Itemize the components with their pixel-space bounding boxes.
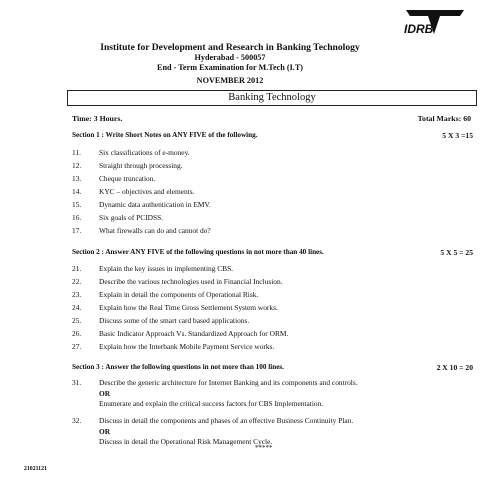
question-text: Dynamic data authentication in EMV.	[99, 200, 211, 209]
section-3-marks: 2 X 10 = 20	[436, 363, 473, 372]
question-number: 17.	[72, 226, 82, 235]
section-1-marks: 5 X 3 =15	[442, 131, 473, 140]
idrbt-logo	[400, 6, 466, 36]
question-alt-text: Discuss in detail the Operational Risk Management Cycle.	[99, 437, 273, 446]
exam-title: End - Term Examination for M.Tech (I.T)	[156, 63, 304, 72]
question-text: Straight through processing.	[99, 161, 183, 170]
question-text: Explain how the Real Time Gross Settlement System works.	[99, 303, 278, 312]
question-number: 11.	[72, 148, 81, 157]
total-marks: Total Marks: 60	[417, 114, 471, 123]
question-text: KYC – objectives and elements.	[99, 187, 195, 196]
question-item	[72, 303, 477, 314]
section-2-marks: 5 X 5 = 25	[440, 248, 473, 257]
question-item	[72, 290, 477, 301]
question-alt-text: Enumerate and explain the critical success factors for CBS Implementation.	[99, 399, 324, 408]
question-text: What firewalls can do and cannot do?	[99, 226, 211, 235]
question-item	[72, 148, 477, 159]
question-text: Explain how the Interbank Mobile Payment Service works.	[99, 342, 275, 351]
paper-code: 21021121	[24, 466, 47, 472]
question-item	[72, 329, 477, 340]
question-number: 31.	[72, 378, 82, 387]
exam-date: NOVEMBER 2012	[196, 76, 264, 85]
section-2-title: Section 2 : Answer ANY FIVE of the following questions in not more than 40 lines.	[72, 248, 324, 256]
question-number: 32.	[72, 416, 82, 425]
institute-city: Hyderabad - 500057	[194, 53, 266, 62]
section-3-title: Section 3 : Answer the following questions in not more than 100 lines.	[72, 363, 284, 371]
question-text: Describe the generic architecture for Internet Banking and its components and controls.	[99, 378, 358, 387]
question-item	[72, 342, 477, 353]
question-item	[72, 277, 477, 288]
question-item	[72, 161, 477, 172]
or-label: OR	[99, 388, 111, 398]
svg-text:IDRB: IDRB	[404, 22, 434, 36]
question-number: 22.	[72, 277, 82, 286]
question-item	[72, 200, 477, 211]
question-item	[72, 213, 477, 224]
section-1-title: Section 1 : Write Short Notes on ANY FIVE of the following.	[72, 131, 258, 139]
or-label: OR	[99, 426, 111, 436]
question-number: 13.	[72, 174, 82, 183]
question-item	[72, 174, 477, 185]
question-number: 26.	[72, 329, 82, 338]
question-number: 16.	[72, 213, 82, 222]
question-text: Explain the key issues in implementing CBS.	[99, 264, 234, 273]
question-item	[72, 226, 477, 237]
question-number: 27.	[72, 342, 82, 351]
subject-title: Banking Technology	[67, 90, 477, 106]
question-number: 15.	[72, 200, 82, 209]
question-text: Basic Indicator Approach Vs. Standardized Approach for ORM.	[99, 329, 289, 338]
end-marker: *****	[255, 444, 273, 452]
question-number: 21.	[72, 264, 82, 273]
exam-duration: Time: 3 Hours.	[72, 114, 123, 123]
question-number: 14.	[72, 187, 82, 196]
question-text: Describe the various technologies used in Financial Inclusion.	[99, 277, 283, 286]
question-text: Cheque truncation.	[99, 174, 156, 183]
question-item	[72, 187, 477, 198]
question-item	[72, 264, 477, 275]
question-number: 25.	[72, 316, 82, 325]
question-text: Discuss some of the smart card based applications.	[99, 316, 250, 325]
question-number: 23.	[72, 290, 82, 299]
institute-name: Institute for Development and Research in Banking Technology	[100, 42, 360, 53]
question-text: Six classifications of e-money.	[99, 148, 190, 157]
question-number: 12.	[72, 161, 82, 170]
question-item	[72, 378, 477, 410]
question-text: Six goals of PCIDSS.	[99, 213, 164, 222]
question-item	[72, 416, 477, 448]
question-number: 24.	[72, 303, 82, 312]
question-text: Explain in detail the components of Operational Risk.	[99, 290, 259, 299]
question-text: Discuss in detail the components and phases of an effective Business Continuity Plan.	[99, 416, 354, 425]
question-item	[72, 316, 477, 327]
